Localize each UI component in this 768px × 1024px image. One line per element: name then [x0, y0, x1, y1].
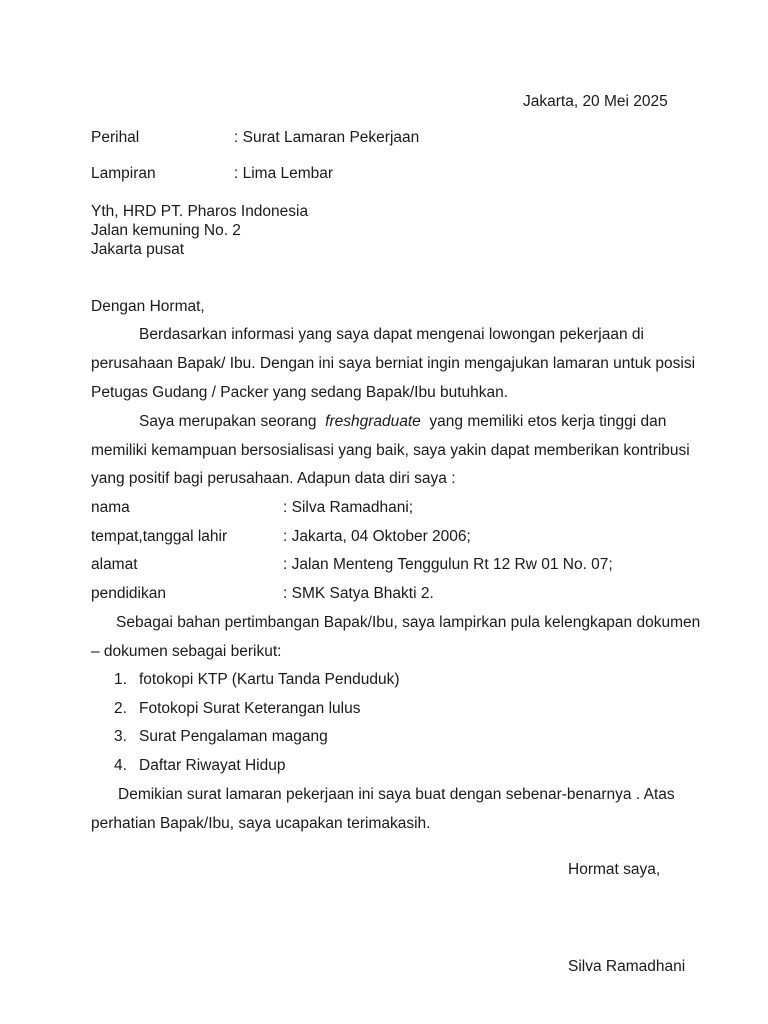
document-list-number: 4. — [114, 757, 127, 774]
recipient-line-3: Jakarta pusat — [91, 241, 185, 258]
closing-line-2: perhatian Bapak/Ibu, saya ucapakan terimakasih. — [91, 815, 431, 832]
paragraph2-line-3: yang positif bagi perusahaan. Adapun data diri saya : — [91, 470, 456, 487]
perihal-value: : Surat Lamaran Pekerjaan — [234, 129, 420, 146]
paragraph1-line-3: Petugas Gudang / Packer yang sedang Bapak/Ibu butuhkan. — [91, 384, 509, 401]
paragraph3-line-1: Sebagai bahan pertimbangan Bapak/Ibu, saya lampirkan pula kelengkapan dokumen — [116, 614, 701, 631]
data-value-pendidikan: : SMK Satya Bhakti 2. — [283, 585, 434, 602]
document-list-item: fotokopi KTP (Kartu Tanda Penduduk) — [139, 671, 400, 688]
paragraph2-emphasis: freshgraduate — [325, 413, 421, 430]
paragraph2-line-2: memiliki kemampuan bersosialisasi yang baik, saya yakin dapat memberikan kontribusi — [91, 442, 690, 459]
paragraph1-line-2: perusahaan Bapak/ Ibu. Dengan ini saya berniat ingin mengajukan lamaran untuk posisi — [91, 355, 696, 372]
recipient-line-2: Jalan kemuning No. 2 — [91, 222, 241, 239]
data-value-alamat: : Jalan Menteng Tenggulun Rt 12 Rw 01 No. 07; — [283, 556, 613, 573]
data-label-nama: nama — [91, 499, 130, 516]
document-list-number: 3. — [114, 728, 127, 745]
lampiran-value: : Lima Lembar — [234, 165, 334, 182]
paragraph3-line-2: – dokumen sebagai berikut: — [91, 643, 282, 660]
data-value-ttl: : Jakarta, 04 Oktober 2006; — [283, 528, 471, 545]
data-label-alamat: alamat — [91, 556, 138, 573]
signoff: Hormat saya, — [568, 861, 661, 878]
document-list-item: Surat Pengalaman magang — [139, 728, 328, 745]
data-label-pendidikan: pendidikan — [91, 585, 166, 602]
lampiran-label: Lampiran — [91, 165, 156, 182]
data-value-nama: : Silva Ramadhani; — [283, 499, 414, 516]
document-list-number: 2. — [114, 700, 127, 717]
letter-date: Jakarta, 20 Mei 2025 — [523, 93, 668, 110]
closing-line-1: Demikian surat lamaran pekerjaan ini saya buat dengan sebenar-benarnya . Atas — [118, 786, 675, 803]
recipient-line-1: Yth, HRD PT. Pharos Indonesia — [91, 203, 309, 220]
perihal-label: Perihal — [91, 129, 140, 146]
document-list-item: Daftar Riwayat Hidup — [139, 757, 286, 774]
paragraph2-line-1 — [139, 412, 666, 432]
signer-name: Silva Ramadhani — [568, 958, 686, 975]
paragraph2-line-1-post: yang memiliki etos kerja tinggi dan — [429, 413, 667, 430]
salutation: Dengan Hormat, — [91, 298, 205, 315]
data-label-ttl: tempat,tanggal lahir — [91, 528, 228, 545]
paragraph2-line-1-pre: Saya merupakan seorang — [139, 413, 317, 430]
document-list-item: Fotokopi Surat Keterangan lulus — [139, 700, 361, 717]
document-list-number: 1. — [114, 671, 127, 688]
paragraph1-line-1: Berdasarkan informasi yang saya dapat mengenai lowongan pekerjaan di — [139, 326, 644, 343]
